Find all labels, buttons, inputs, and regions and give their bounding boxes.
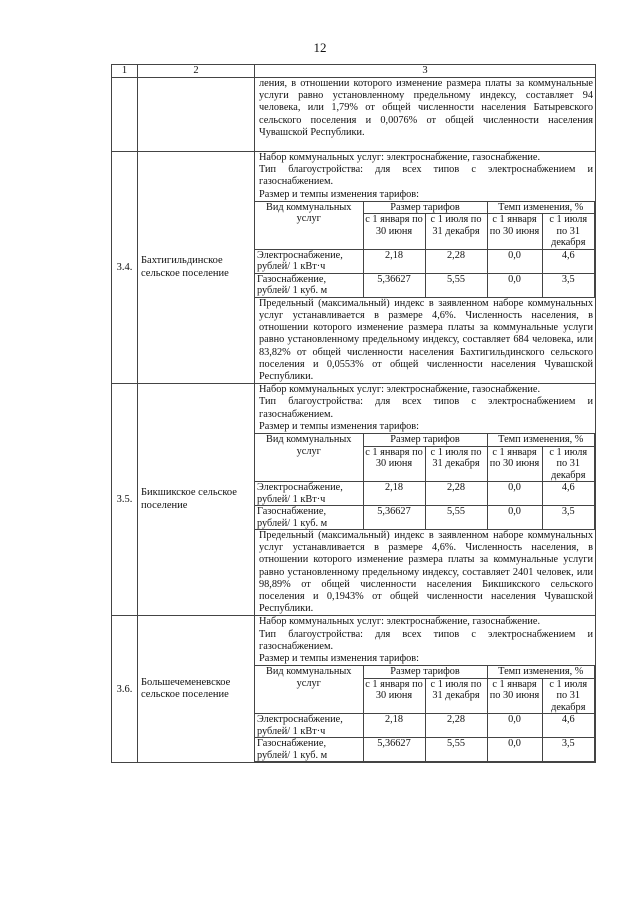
value-cell: 0,0	[487, 273, 542, 297]
tariffs-heading: Размер и темпы изменения тарифов:	[259, 420, 420, 432]
header-row	[112, 65, 596, 78]
period-2: с 1 июля по 31 декабря	[425, 214, 487, 250]
tariff-size-header: Размер тарифов	[363, 201, 487, 214]
value-cell: 5,36627	[363, 273, 425, 297]
value-cell: 0,0	[487, 506, 542, 530]
tariff-size-header: Размер тарифов	[363, 666, 487, 679]
settlement-name: Бикшикское сельское поселение	[138, 384, 255, 616]
electricity-label: Электроснабжение, рублей/ 1 кВт·ч	[255, 482, 363, 506]
continuation-text: ления, в отношении которого изменение размера платы за коммунальные услуги равно установленному предельному индексу, составляет 94 человека, или 1,79% от общей численности населения Батыревского сельского поселения и 0,0076% от общей численности населения Чувашской Республики.	[255, 78, 596, 152]
settlement-name: Бахтигильдинское сельское поселение	[138, 152, 255, 384]
period-1: с 1 января по 30 июня	[363, 214, 425, 250]
tariffs-heading: Размер и темпы изменения тарифов:	[259, 188, 420, 200]
period-1: с 1 января по 30 июня	[363, 678, 425, 714]
value-cell: 4,6	[542, 249, 594, 273]
value-cell: 3,5	[542, 273, 594, 297]
value-cell: 5,36627	[363, 506, 425, 530]
header-col-1: 1	[112, 65, 138, 78]
period-2: с 1 июля по 31 декабря	[542, 678, 594, 714]
value-cell: 0,0	[487, 738, 542, 762]
improvement-type: Тип благоустройства: для всех типов с электроснабжением и газоснабжением.	[259, 164, 593, 188]
tariff-table	[111, 64, 596, 763]
value-cell: 3,5	[542, 738, 594, 762]
table-row	[112, 616, 596, 763]
services-set: Набор коммунальных услуг: электроснабжение, газоснабжение.	[259, 152, 541, 163]
value-cell: 5,55	[425, 506, 487, 530]
value-cell: 2,18	[363, 482, 425, 506]
services-set: Набор коммунальных услуг: электроснабжение, газоснабжение.	[259, 384, 541, 396]
header-col-3: 3	[255, 65, 596, 78]
value-cell: 2,18	[363, 249, 425, 273]
row-number: 3.5.	[112, 384, 138, 616]
value-cell: 2,28	[425, 482, 487, 506]
index-note: Предельный (максимальный) индекс в заявленном наборе коммунальных услуг устанавливается в размере 4,6%. Численность населения, в отношении которого изменение размера платы за коммунальные услуги равно установленному предельному индексу, составляет 684 человека, или 83,82% от общей численности населения Бахтигильдинского сельского поселения и 0,0553% от общей численности населения Чувашской Республики.	[259, 297, 593, 383]
period-2: с 1 июля по 31 декабря	[542, 214, 594, 250]
value-cell: 0,0	[487, 714, 542, 738]
change-rate-header: Темп изменения, %	[487, 434, 594, 447]
header-col-2: 2	[138, 65, 255, 78]
service-kind-header: Вид коммунальных услуг	[255, 666, 363, 714]
period-1: с 1 января по 30 июня	[487, 214, 542, 250]
tariff-subtable	[255, 665, 595, 762]
tariff-subtable	[255, 201, 595, 298]
change-rate-header: Темп изменения, %	[487, 201, 594, 214]
value-cell: 4,6	[542, 482, 594, 506]
value-cell: 2,28	[425, 714, 487, 738]
services-set: Набор коммунальных услуг: электроснабжение, газоснабжение.	[259, 616, 541, 628]
gas-label: Газоснабжение, рублей/ 1 куб. м	[255, 738, 363, 762]
period-2: с 1 июля по 31 декабря	[542, 446, 594, 482]
value-cell: 4,6	[542, 714, 594, 738]
value-cell: 5,55	[425, 273, 487, 297]
value-cell: 5,36627	[363, 738, 425, 762]
period-1: с 1 января по 30 июня	[487, 678, 542, 714]
tariffs-heading: Размер и темпы изменения тарифов:	[259, 653, 420, 665]
gas-label: Газоснабжение, рублей/ 1 куб. м	[255, 506, 363, 530]
value-cell: 0,0	[487, 249, 542, 273]
service-kind-header: Вид коммунальных услуг	[255, 201, 363, 249]
period-2: с 1 июля по 31 декабря	[425, 678, 487, 714]
value-cell: 0,0	[487, 482, 542, 506]
electricity-label: Электроснабжение, рублей/ 1 кВт·ч	[255, 714, 363, 738]
row-number: 3.4.	[112, 152, 138, 384]
gas-label: Газоснабжение, рублей/ 1 куб. м	[255, 273, 363, 297]
service-kind-header: Вид коммунальных услуг	[255, 434, 363, 482]
table-row	[112, 152, 596, 384]
change-rate-header: Темп изменения, %	[487, 666, 594, 679]
tariff-subtable	[255, 433, 595, 530]
row-number: 3.6.	[112, 616, 138, 763]
continuation-row	[112, 78, 596, 152]
improvement-type: Тип благоустройства: для всех типов с электроснабжением и газоснабжением.	[259, 396, 593, 420]
settlement-name: Большечеменевское сельское поселение	[138, 616, 255, 763]
table-row	[112, 384, 596, 616]
tariff-size-header: Размер тарифов	[363, 434, 487, 447]
period-1: с 1 января по 30 июня	[487, 446, 542, 482]
value-cell: 3,5	[542, 506, 594, 530]
improvement-type: Тип благоустройства: для всех типов с электроснабжением и газоснабжением.	[259, 628, 593, 652]
electricity-label: Электроснабжение, рублей/ 1 кВт·ч	[255, 249, 363, 273]
period-1: с 1 января по 30 июня	[363, 446, 425, 482]
index-note: Предельный (максимальный) индекс в заявленном наборе коммунальных услуг устанавливается в размере 4,6%. Численность населения, в отношении которого изменение размера платы за коммунальные услуги равно установленному предельному индексу, составляет 2401 человек, или 98,89% от общей численности населения Бикшикского сельского поселения и 0,1943% от общей численности населения Чувашской Республики.	[259, 530, 593, 615]
value-cell: 2,28	[425, 249, 487, 273]
period-2: с 1 июля по 31 декабря	[425, 446, 487, 482]
value-cell: 5,55	[425, 738, 487, 762]
value-cell: 2,18	[363, 714, 425, 738]
page-number: 12	[313, 40, 327, 55]
